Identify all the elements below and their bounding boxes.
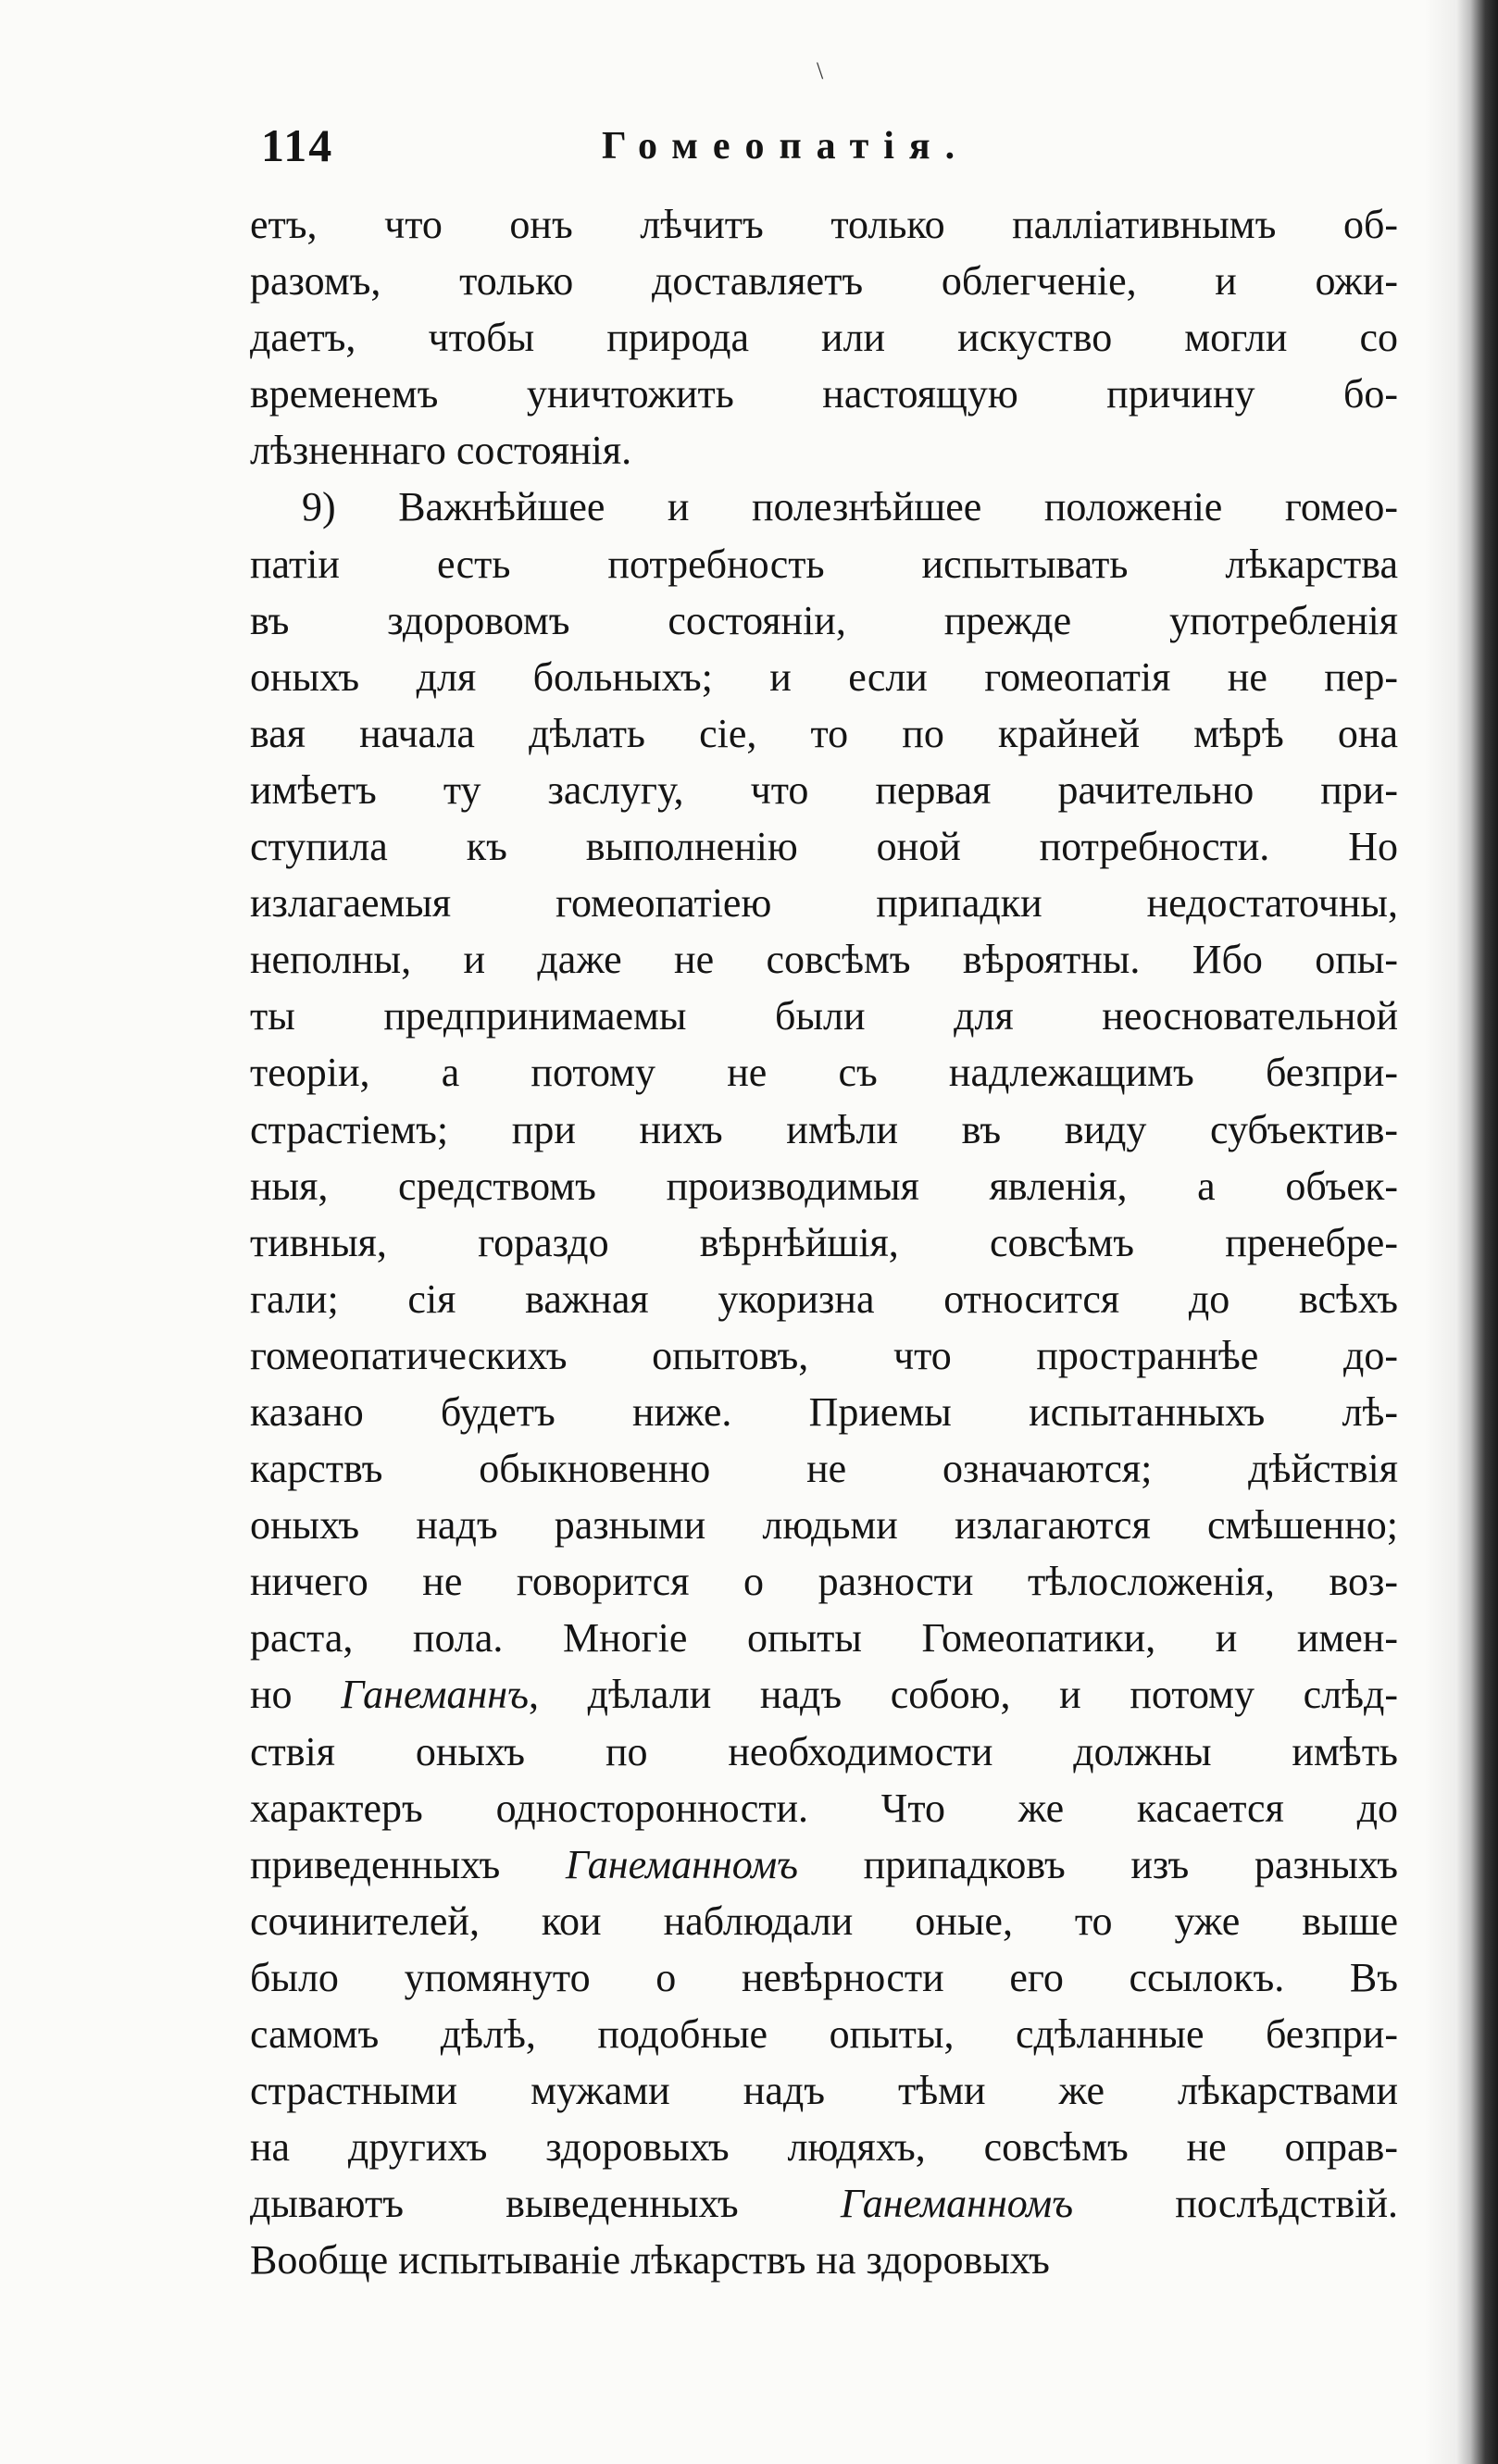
text-segment: временемъ уничтожить настоящую причину бо- [250, 371, 1398, 417]
text-line [250, 1780, 1398, 1836]
text-segment: сочинителей, кои наблюдали оные, то уже выше [250, 1898, 1398, 1944]
text-line [250, 1440, 1398, 1497]
text-segment: имѣетъ ту заслугу, что первая рачительно при- [250, 766, 1398, 813]
text-segment: теоріи, а потому не съ надлежащимъ безпри- [250, 1050, 1398, 1096]
text-line [250, 705, 1398, 762]
text-line [250, 1384, 1398, 1440]
text-line [250, 1666, 1398, 1723]
text-line [250, 875, 1398, 931]
text-segment: оныхъ надъ разными людьми излагаются смѣшенно; [250, 1502, 1398, 1549]
text-segment: лѣзненнаго состоянія. [250, 428, 632, 474]
text-segment: излагаемыя гомеопатіею припадки недостаточны, [250, 880, 1398, 927]
text-segment: ты предпринимаемы были для неосновательной [250, 993, 1398, 1039]
print-speck: \ [817, 57, 824, 84]
text-line [250, 1610, 1398, 1666]
text-segment: ствія оныхъ по необходимости должны имѣть [250, 1728, 1398, 1774]
text-segment: карствъ обыкновенно не означаются; дѣйствія [250, 1446, 1398, 1492]
text-segment: казано будетъ ниже. Приемы испытанныхъ лѣ- [250, 1388, 1398, 1435]
text-line [250, 1101, 1398, 1158]
page-header [250, 118, 1398, 193]
text-segment: приведенныхъ [250, 1841, 566, 1887]
text-line [250, 2175, 1398, 2232]
text-line [250, 1893, 1398, 1949]
body-text [250, 196, 1398, 2288]
text-segment: неполны, и даже не совсѣмъ вѣроятны. Ибо опы- [250, 937, 1398, 983]
text-line [250, 1836, 1398, 1893]
italic-name: Ганеманномъ [565, 1841, 799, 1887]
text-line [250, 1158, 1398, 1214]
text-segment: тивныя, гораздо вѣрнѣйшія, совсѣмъ пренебре- [250, 1219, 1398, 1265]
text-segment: даетъ, чтобы природа или искуство могли со [250, 315, 1398, 361]
text-line [250, 931, 1398, 988]
text-segment: 9) Важнѣйшее и полезнѣйшее положеніе гомео- [302, 484, 1398, 530]
text-line [250, 366, 1398, 422]
text-line [250, 988, 1398, 1044]
text-segment: самомъ дѣлѣ, подобные опыты, сдѣланные безпри- [250, 2011, 1398, 2057]
text-line [250, 2006, 1398, 2062]
text-segment: страстными мужами надъ тѣми же лѣкарствами [250, 2068, 1398, 2114]
text-line [250, 649, 1398, 705]
text-line [250, 422, 1398, 479]
text-line [250, 196, 1398, 253]
text-segment: патіи есть потребность испытывать лѣкарства [250, 541, 1398, 587]
italic-name: Ганеманнъ [341, 1672, 529, 1718]
text-segment: но [250, 1672, 342, 1718]
text-segment: гали; сія важная укоризна относится до всѣхъ [250, 1276, 1398, 1322]
text-line [250, 536, 1398, 592]
text-segment: оныхъ для больныхъ; и если гомеопатія не пер- [250, 653, 1398, 700]
text-line [250, 1327, 1398, 1384]
text-segment: послѣдствій. [1073, 2181, 1398, 2227]
text-line [250, 592, 1398, 649]
book-binding-edge [1455, 0, 1498, 2464]
text-line [250, 2062, 1398, 2119]
text-segment: страстіемъ; при нихъ имѣли въ виду субъектив- [250, 1106, 1398, 1152]
text-line [250, 1271, 1398, 1327]
text-segment: въ здоровомъ состояніи, прежде употребленія [250, 597, 1398, 643]
text-segment: припадковъ изъ разныхъ [798, 1841, 1398, 1887]
binding-shadow [1424, 0, 1455, 2464]
text-segment: , дѣлали надъ собою, и потому слѣд- [528, 1672, 1398, 1718]
running-title: Гомеопатія. [602, 125, 970, 168]
text-segment: вая начала дѣлать сіе, то по крайней мѣрѣ она [250, 710, 1398, 756]
text-segment: дываютъ выведенныхъ [250, 2181, 841, 2227]
text-line [250, 2232, 1398, 2288]
text-segment: разомъ, только доставляетъ облегченіе, и ожи- [250, 258, 1398, 305]
text-line [250, 818, 1398, 875]
text-line [250, 1214, 1398, 1271]
text-segment: Вообще испытываніе лѣкарствъ на здоровыхъ [250, 2237, 1050, 2284]
text-line [250, 1497, 1398, 1553]
text-line [250, 1949, 1398, 2006]
text-segment: етъ, что онъ лѣчитъ только палліативнымъ об- [250, 202, 1398, 247]
text-segment: на другихъ здоровыхъ людяхъ, совсѣмъ не оправ- [250, 2124, 1398, 2171]
text-segment: ступила къ выполненію оной потребности. Но [250, 824, 1398, 870]
text-segment: гомеопатическихъ опытовъ, что пространнѣе до- [250, 1332, 1398, 1378]
text-line [250, 253, 1398, 309]
text-line [250, 762, 1398, 818]
text-segment: характеръ односторонности. Что же касается до [250, 1785, 1398, 1831]
text-segment: раста, пола. Многіе опыты Гомеопатики, и имен- [250, 1615, 1398, 1661]
text-line [250, 1044, 1398, 1101]
text-line [250, 2119, 1398, 2175]
text-segment: ничего не говорится о разности тѣлосложенія, воз- [250, 1559, 1398, 1605]
text-line [250, 309, 1398, 366]
text-segment: ныя, средствомъ производимыя явленія, а объек- [250, 1163, 1398, 1209]
page-number: 114 [261, 119, 334, 171]
text-line [250, 1724, 1398, 1780]
italic-name: Ганеманномъ [840, 2181, 1074, 2227]
text-segment: было упомянуто о невѣрности его ссылокъ. Въ [250, 1954, 1398, 2000]
text-line [250, 479, 1398, 535]
text-line [250, 1553, 1398, 1610]
